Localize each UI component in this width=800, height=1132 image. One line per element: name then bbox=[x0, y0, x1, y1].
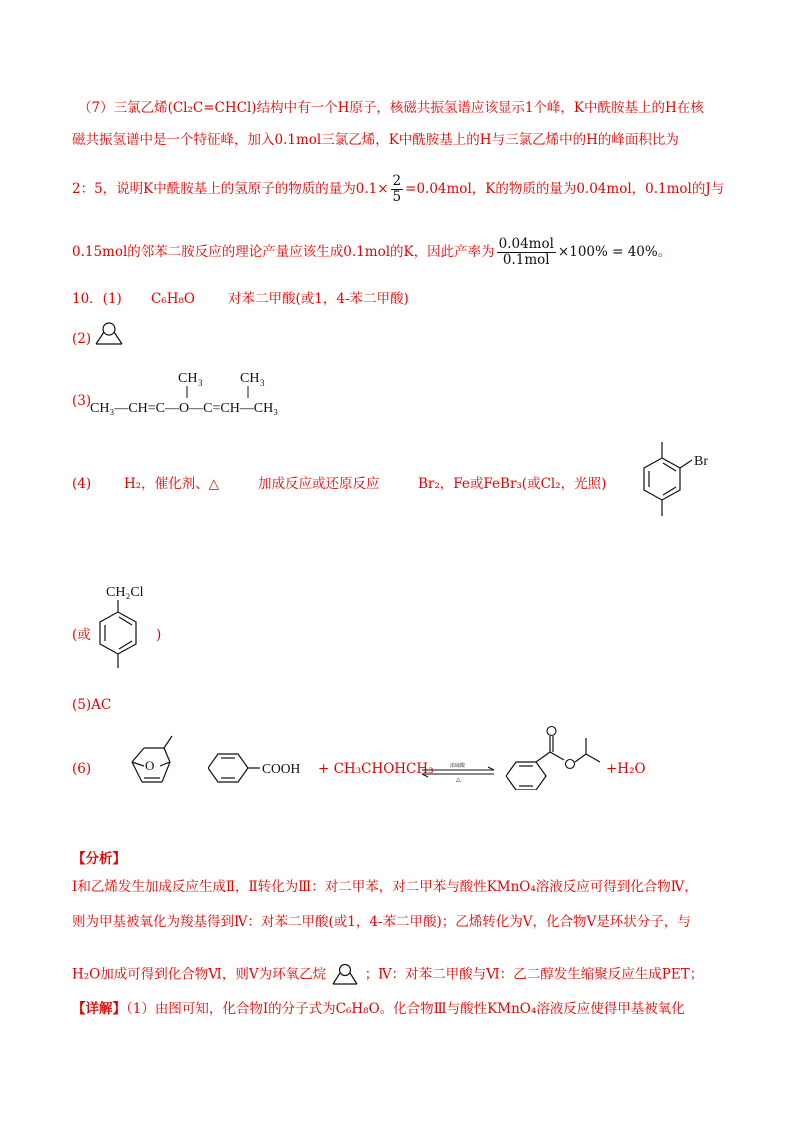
reaction-type-answer: 加成反应或还原反应 bbox=[258, 476, 380, 492]
q10-label-1: 10．(1) bbox=[72, 291, 122, 307]
part7-line3-text-post: =0.04mol，K的物质的量为0.04mol，0.1mol的J与 bbox=[405, 181, 725, 197]
epoxide-structure bbox=[92, 320, 126, 350]
yield-fraction bbox=[497, 237, 556, 268]
arrow-condition: 浓硫酸 bbox=[450, 764, 466, 769]
q10-label-3: (3) bbox=[72, 393, 92, 409]
analysis-header: 【分析】 bbox=[72, 851, 126, 867]
bromine-label: Br bbox=[694, 454, 708, 469]
analysis-line3-text-post: ；Ⅳ：对苯二甲酸与Ⅵ：乙二醇发生缩聚反应生成PET； bbox=[364, 966, 704, 983]
conditions-answer: Br₂，Fe或FeBr₃(或Cl₂，光照) bbox=[418, 476, 607, 492]
water-product: +H₂O bbox=[606, 761, 646, 777]
fraction-2-5 bbox=[391, 174, 404, 205]
part7-line3 bbox=[72, 174, 724, 205]
part7-line3-text: 2：5，说明K中酰胺基上的氢原子的物质的量为0.1× bbox=[72, 181, 389, 197]
analysis-line3 bbox=[72, 962, 703, 988]
isopropyl-benzoate-structure bbox=[506, 722, 606, 790]
q10-label-4: (4) bbox=[72, 476, 92, 492]
isopropanol-reagent: + CH₃CHOHCH₃ bbox=[318, 761, 434, 777]
alt-close: ) bbox=[156, 627, 162, 643]
ethylene-oxide-structure bbox=[330, 962, 360, 988]
part7-line4 bbox=[72, 237, 671, 268]
detail-line bbox=[72, 1000, 685, 1018]
name-answer: 对苯二甲酸(或1，4-苯二甲酸) bbox=[228, 291, 409, 307]
svg-text:3: 3 bbox=[198, 378, 203, 388]
period: 。 bbox=[657, 244, 672, 260]
detail-tag: 【详解】 bbox=[72, 1001, 126, 1017]
part7-line4-text: 0.15mol的邻苯二胺反应的理论产量应该生成0.1mol的K，因此产率为 bbox=[72, 244, 495, 260]
main-chain: CH₃—CH=C—O—C=CH—CH₃ bbox=[90, 401, 279, 416]
q10-label-6: (6) bbox=[72, 761, 92, 777]
enol-ether-structure bbox=[88, 364, 348, 424]
bromo-xylene-structure bbox=[630, 438, 720, 520]
methyl-label-right: CH bbox=[240, 371, 260, 386]
analysis-line1: Ⅰ和乙烯发生加成反应生成Ⅱ，Ⅱ转化为Ⅲ：对二甲苯，对二甲苯与酸性KMnO₄溶液反应可得到化合物Ⅳ， bbox=[72, 879, 698, 895]
frac-den: 0.1mol bbox=[502, 252, 550, 268]
oxygen-label: O bbox=[145, 758, 155, 773]
formula-answer: C₆H₈O bbox=[151, 291, 195, 307]
frac-num: 0.04mol bbox=[498, 236, 554, 252]
part7-line1: （7）三氯乙烯(Cl₂C=CHCl)结构中有一个H原子，核磁共振氢谱应该显示1个峰，K中酰胺基上的H在核 bbox=[78, 100, 704, 116]
q10-label-5: (5)AC bbox=[72, 697, 112, 713]
analysis-line2: 则为甲基被氧化为羧基得到Ⅳ：对苯二甲酸(或1，4-苯二甲酸)；乙烯转化为Ⅴ，化合物Ⅴ是环状分子，与 bbox=[72, 914, 691, 930]
q10-label-2: (2) bbox=[72, 331, 92, 347]
analysis-line3-text: H₂O加成可得到化合物Ⅵ，则Ⅴ为环氧乙烷 bbox=[72, 966, 327, 983]
frac-num: 2 bbox=[392, 173, 402, 189]
cooh-label: COOH bbox=[262, 761, 301, 776]
alt-open: (或 bbox=[72, 627, 91, 643]
reagent-answer: H₂，催化剂、△ bbox=[124, 476, 220, 492]
ch2cl-label: CH₂Cl bbox=[106, 585, 144, 600]
detail-text: （1）由图可知，化合物Ⅰ的分子式为C₆H₈O。化合物Ⅲ与酸性KMnO₄溶液反应使得甲基被氧化 bbox=[126, 1001, 685, 1017]
svg-text:△: △ bbox=[456, 777, 461, 782]
reversible-arrow bbox=[420, 760, 498, 782]
methyl-label-left: CH bbox=[178, 371, 198, 386]
benzoic-acid-structure bbox=[208, 748, 318, 788]
part7-line2: 磁共振氢谱中是一个特征峰，加入0.1mol三氯乙烯，K中酰胺基上的H与三氯乙烯中的H的峰面积比为 bbox=[72, 132, 679, 148]
oxabicyclic-structure bbox=[124, 734, 180, 794]
yield-result: ×100% = 40% bbox=[557, 244, 658, 260]
svg-text:3: 3 bbox=[260, 378, 265, 388]
frac-den: 5 bbox=[392, 189, 402, 205]
